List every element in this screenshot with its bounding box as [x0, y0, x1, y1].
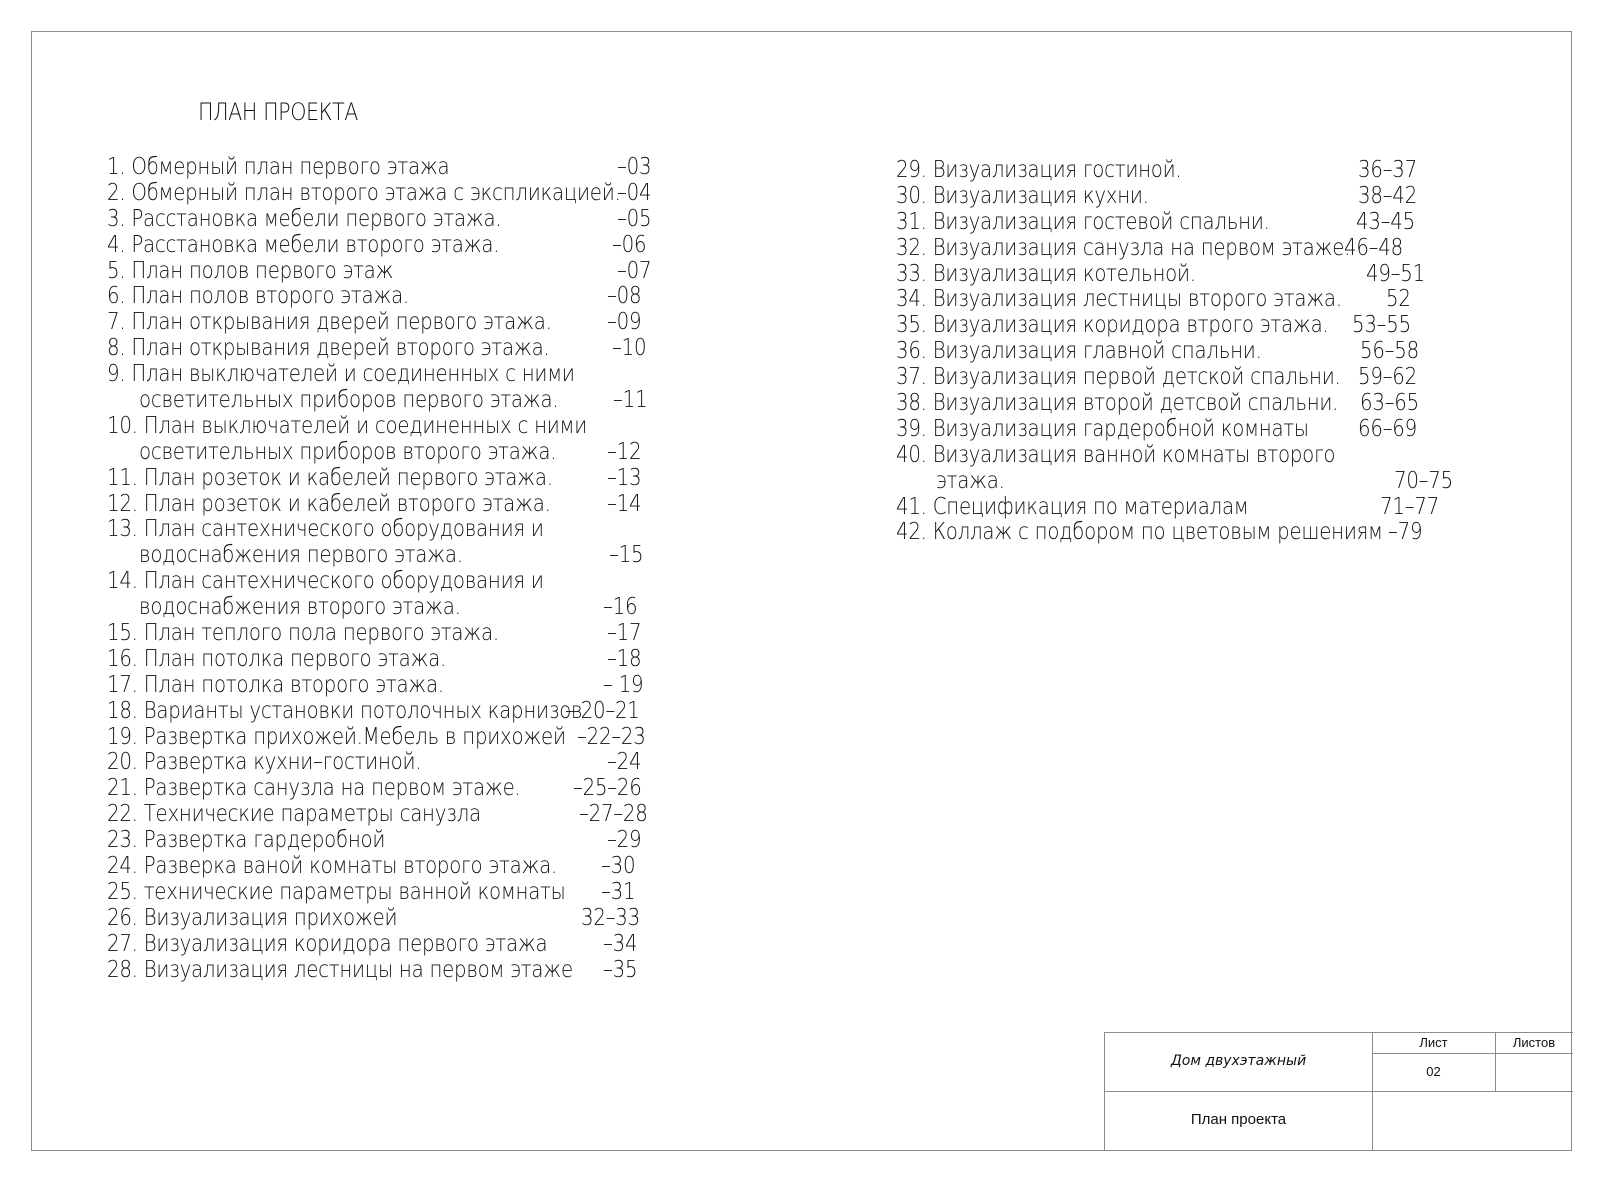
item-page: 38–42: [1358, 182, 1417, 209]
item-title: 25. технические параметры ванной комнаты: [107, 878, 566, 905]
list-item: [896, 158, 1496, 184]
list-item: [107, 932, 667, 958]
item-title: этажа.: [936, 467, 1005, 494]
item-page: –03: [617, 154, 652, 180]
list-item: [107, 362, 667, 388]
item-title: 8. План открывания дверей второго этажа.: [107, 335, 550, 362]
item-page: –35: [603, 956, 638, 983]
list-item: [107, 828, 667, 854]
item-title: 31. Визуализация гостевой спальни.: [896, 208, 1270, 235]
item-page: –31: [601, 878, 636, 905]
item-title: 35. Визуализация коридора втрого этажа.: [896, 312, 1329, 339]
item-page: 59–62: [1358, 364, 1417, 391]
list-item: [107, 880, 667, 906]
list-item: [107, 595, 667, 621]
item-title: 16. План потолка первого этажа.: [107, 645, 447, 672]
item-title: 4. Расстановка мебели второго этажа.: [107, 231, 500, 258]
list-item: [107, 750, 667, 776]
item-page: –79: [1388, 519, 1423, 546]
item-page: –34: [603, 930, 638, 957]
item-page: –24: [607, 749, 642, 776]
item-page: –08: [607, 283, 642, 310]
item-title: 24. Разверка ваной комнаты второго этажа.: [107, 853, 558, 880]
list-item: [896, 339, 1496, 365]
item-page: –05: [617, 205, 652, 232]
item-page: –04: [617, 179, 652, 206]
list-item: [107, 388, 667, 414]
list-item: [107, 517, 667, 543]
item-page: 36–37: [1358, 157, 1417, 183]
list-item: [107, 492, 667, 518]
item-title: осветительных приборов второго этажа.: [139, 438, 557, 465]
item-page: –11: [613, 387, 648, 414]
item-page: 66–69: [1358, 415, 1417, 442]
item-title: 37. Визуализация первой детской спальни.: [896, 364, 1341, 391]
item-title: 17. План потолка второго этажа.: [107, 671, 444, 698]
item-title: 13. План сантехнического оборудования и: [107, 516, 544, 543]
item-title: 5. План полов первого этаж: [107, 257, 394, 284]
item-page: 63–65: [1360, 390, 1419, 417]
item-page: 49–51: [1366, 260, 1425, 287]
sheet-number: 02: [1426, 1064, 1441, 1079]
list-item: [896, 469, 1496, 495]
list-item: [107, 802, 667, 828]
item-title: 15. План теплого пола первого этажа.: [107, 620, 499, 647]
item-page: –10: [612, 335, 647, 362]
item-title: 20. Развертка кухни–гостиной.: [107, 749, 422, 776]
item-title: 32. Визуализация санузла на первом этаже.: [896, 234, 1351, 261]
item-title: 36. Визуализация главной спальни.: [896, 338, 1262, 365]
list-item: [896, 365, 1496, 391]
item-page: –07: [617, 257, 652, 284]
item-page: 53–55: [1352, 312, 1411, 339]
list-item: [896, 417, 1496, 443]
item-page: –18: [607, 645, 642, 672]
list-item: [107, 647, 667, 673]
list-item: [896, 495, 1496, 521]
sheets-label: Листов: [1512, 1035, 1556, 1050]
item-title: 21. Развертка санузла на первом этаже.: [107, 775, 521, 802]
item-title: 22. Технические параметры санузла: [107, 801, 481, 828]
project-name: Дом двухэтажный: [1170, 1053, 1307, 1069]
item-page: –16: [603, 594, 638, 621]
list-item: [107, 699, 667, 725]
item-title: 40. Визуализация ванной комнаты второго: [896, 441, 1336, 468]
item-page: –14: [607, 490, 642, 517]
list-item: [896, 287, 1496, 313]
document-title: План проекта: [1190, 1111, 1287, 1128]
list-item: [896, 184, 1496, 210]
list-item: [896, 391, 1496, 417]
item-title: 10. План выключателей и соединенных с ними: [107, 412, 587, 439]
list-item: [107, 207, 667, 233]
list-item: [896, 210, 1496, 236]
item-page: –25–26: [573, 775, 642, 802]
item-title: 27. Визуализация коридора первого этажа: [107, 930, 548, 957]
item-title: водоснабжения первого этажа.: [139, 542, 463, 569]
sheet-label: Лист: [1419, 1035, 1448, 1050]
item-title: 1. Обмерный план первого этажа: [107, 154, 450, 180]
list-item: [107, 569, 667, 595]
list-item: [896, 520, 1496, 546]
item-page: –06: [612, 231, 647, 258]
item-page: 56–58: [1360, 338, 1419, 365]
item-page: 43–45: [1356, 208, 1415, 235]
item-title: 29. Визуализация гостиной.: [896, 157, 1182, 183]
item-title: 33. Визуализация котельной.: [896, 260, 1196, 287]
item-title: 3. Расстановка мебели первого этажа.: [107, 205, 502, 232]
list-item: [107, 906, 667, 932]
item-page: –29: [607, 827, 642, 854]
item-page: 32–33: [581, 904, 640, 931]
item-title: 30. Визуализация кухни.: [896, 182, 1149, 209]
item-page: – 19: [603, 671, 644, 698]
item-title: 18. Варианты установки потолочных карнизов: [107, 697, 583, 724]
page-title: ПЛАН ПРОЕКТА: [198, 98, 358, 126]
item-title: 9. План выключателей и соединенных с ними: [107, 361, 575, 388]
item-title: 26. Визуализация прихожей: [107, 904, 398, 931]
item-title: 39. Визуализация гардеробной комнаты: [896, 415, 1309, 442]
list-item: [896, 313, 1496, 339]
list-item: [107, 673, 667, 699]
item-page: –12: [607, 438, 642, 465]
item-page: 52: [1386, 286, 1411, 313]
item-page: –30: [601, 853, 636, 880]
item-title: 38. Визуализация второй детсвой спальни.: [896, 390, 1339, 417]
item-page: –17: [607, 620, 642, 647]
item-page: –27–28: [579, 801, 648, 828]
item-title: 19. Развертка прихожей.Мебель в прихожей: [107, 723, 566, 750]
contents-list-left: [107, 155, 667, 984]
item-title: 42. Коллаж с подбором по цветовым решениям: [896, 519, 1383, 546]
list-item: [896, 262, 1496, 288]
contents-list-right: [896, 158, 1496, 546]
item-title: осветительных приборов первого этажа.: [139, 387, 559, 414]
item-page: 46–48: [1344, 234, 1403, 261]
item-title: 28. Визуализация лестницы на первом этаже: [107, 956, 573, 983]
item-title: 41. Спецификация по материалам: [896, 493, 1249, 520]
item-page: –22–23: [577, 723, 646, 750]
item-page: –09: [607, 309, 642, 336]
list-item: [107, 466, 667, 492]
item-title: 6. План полов второго этажа.: [107, 283, 409, 310]
list-item: [896, 443, 1496, 469]
item-title: 11. План розеток и кабелей первого этажа.: [107, 464, 553, 491]
list-item: [107, 336, 667, 362]
list-item: [107, 440, 667, 466]
item-title: 7. План открывания дверей первого этажа.: [107, 309, 552, 336]
item-title: 23. Развертка гардеробной: [107, 827, 386, 854]
list-item: [896, 236, 1496, 262]
item-title: 12. План розеток и кабелей второго этажа.: [107, 490, 551, 517]
item-title: 34. Визуализация лестницы второго этажа.: [896, 286, 1342, 313]
list-item: [107, 543, 667, 569]
list-item: [107, 259, 667, 285]
item-title: водоснабжения второго этажа.: [139, 594, 461, 621]
title-block: [1104, 1032, 1573, 1151]
list-item: [107, 621, 667, 647]
item-page: – 20–21: [565, 697, 640, 724]
list-item: [107, 776, 667, 802]
list-item: [107, 854, 667, 880]
list-item: [107, 233, 667, 259]
list-item: [107, 725, 667, 751]
list-item: [107, 958, 667, 984]
list-item: [107, 310, 667, 336]
item-page: –13: [607, 464, 642, 491]
item-title: 14. План сантехнического оборудования и: [107, 568, 544, 595]
list-item: [107, 155, 667, 181]
item-page: 71–77: [1380, 493, 1439, 520]
item-page: –15: [609, 542, 644, 569]
list-item: [107, 284, 667, 310]
list-item: [107, 414, 667, 440]
list-item: [107, 181, 667, 207]
item-page: 70–75: [1394, 467, 1453, 494]
item-title: 2. Обмерный план второго этажа с экспликацией.: [107, 179, 621, 206]
